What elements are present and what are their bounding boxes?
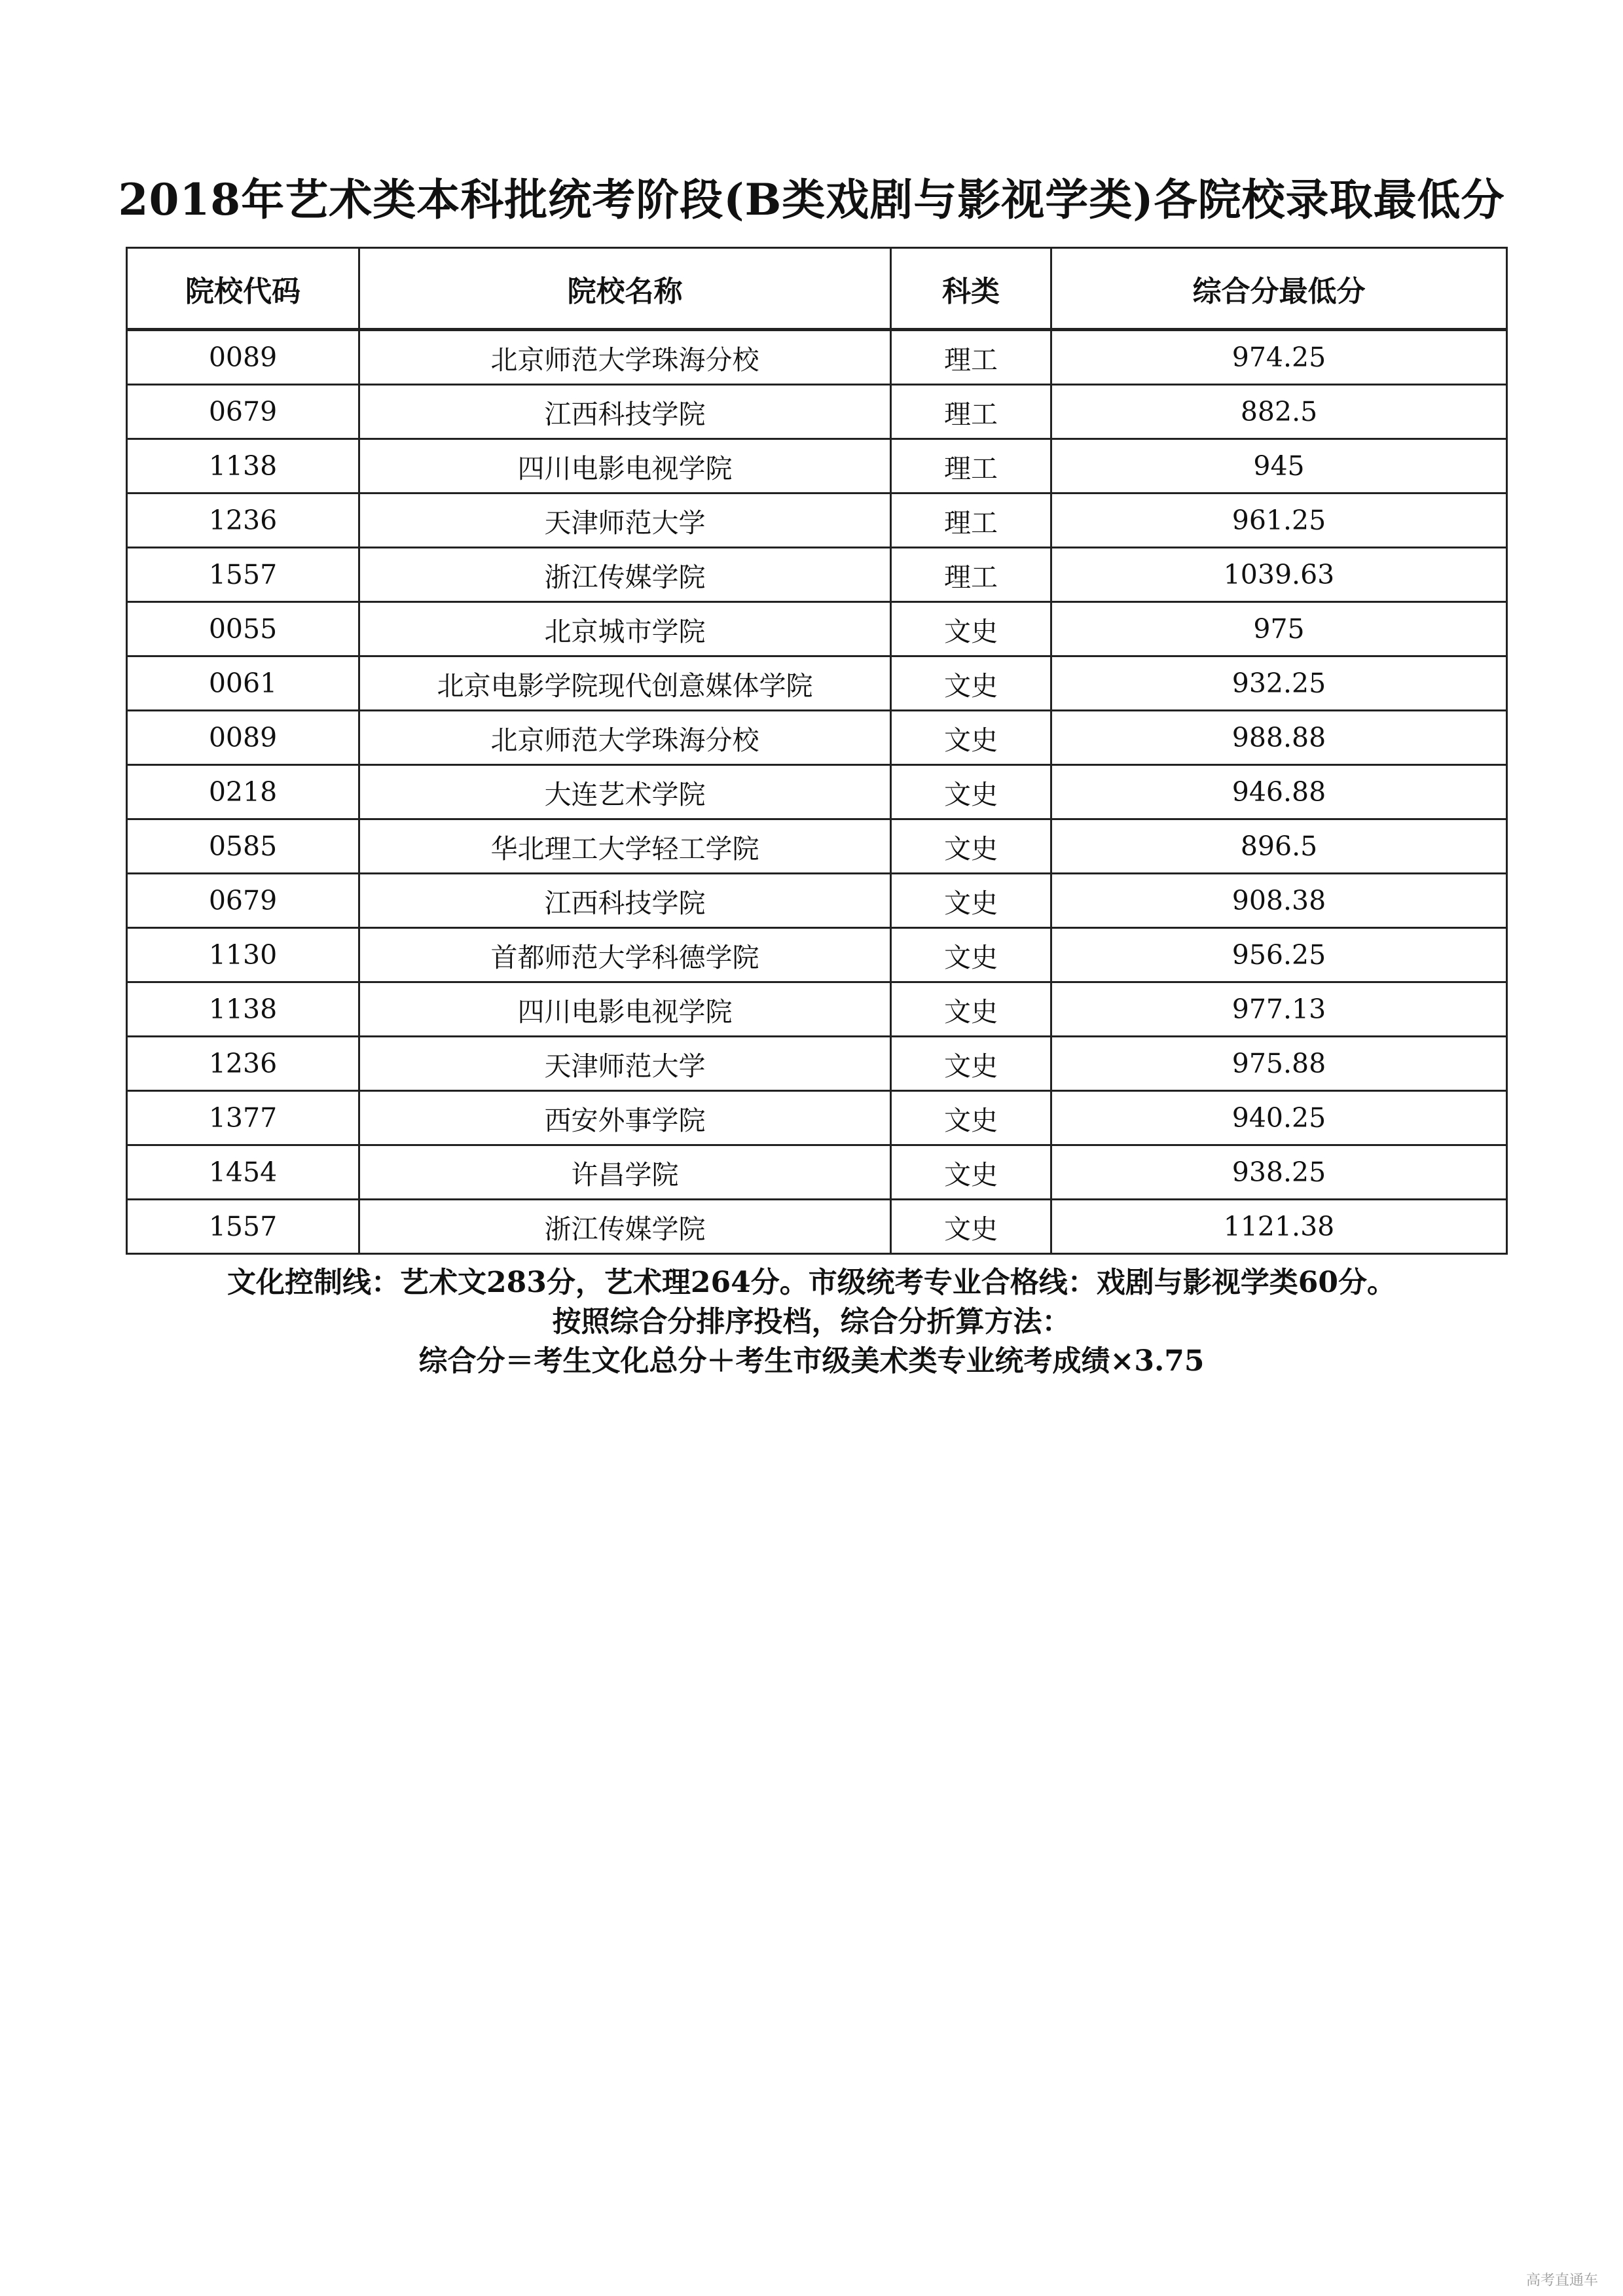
cell-min-score: 1039.63: [1051, 548, 1507, 602]
cell-school-code: 1557: [127, 1200, 359, 1254]
table-row: [127, 439, 1507, 493]
cell-min-score: 896.5: [1051, 819, 1507, 874]
cell-school-name: 北京师范大学珠海分校: [359, 711, 891, 765]
note-culture-control-line: 文化控制线：艺术文283分，艺术理264分。市级统考专业合格线：戏剧与影视学类60分。: [227, 1266, 1396, 1299]
cell-school-name: 北京师范大学珠海分校: [359, 330, 891, 385]
table-row: [127, 819, 1507, 874]
header-min-score: 综合分最低分: [1051, 248, 1507, 330]
cell-category: 理工: [891, 330, 1051, 385]
table-row: [127, 602, 1507, 656]
cell-school-code: 1377: [127, 1091, 359, 1145]
cell-school-name: 江西科技学院: [359, 385, 891, 439]
header-category: 科类: [891, 248, 1051, 330]
cell-school-code: 0089: [127, 330, 359, 385]
cell-category: 文史: [891, 602, 1051, 656]
cell-min-score: 940.25: [1051, 1091, 1507, 1145]
cell-category: 理工: [891, 548, 1051, 602]
table-row: [127, 330, 1507, 385]
cell-category: 文史: [891, 1200, 1051, 1254]
table-row: [127, 982, 1507, 1037]
cell-school-name: 许昌学院: [359, 1145, 891, 1200]
cell-min-score: 988.88: [1051, 711, 1507, 765]
cell-school-code: 0061: [127, 656, 359, 711]
cell-min-score: 946.88: [1051, 765, 1507, 819]
table-row: [127, 928, 1507, 982]
table-header-row: [127, 248, 1507, 330]
cell-school-name: 华北理工大学轻工学院: [359, 819, 891, 874]
cell-school-code: 1138: [127, 439, 359, 493]
cell-category: 文史: [891, 982, 1051, 1037]
cell-min-score: 882.5: [1051, 385, 1507, 439]
cell-school-name: 浙江传媒学院: [359, 1200, 891, 1254]
cell-category: 文史: [891, 1145, 1051, 1200]
cell-school-name: 浙江传媒学院: [359, 548, 891, 602]
cell-category: 文史: [891, 1037, 1051, 1091]
table-row: [127, 711, 1507, 765]
cell-school-name: 天津师范大学: [359, 1037, 891, 1091]
cell-school-code: 0679: [127, 874, 359, 928]
cell-school-name: 首都师范大学科德学院: [359, 928, 891, 982]
table-body: [127, 330, 1507, 1254]
table-row: [127, 385, 1507, 439]
notes-block: [0, 1263, 1623, 1381]
cell-category: 文史: [891, 711, 1051, 765]
cell-min-score: 961.25: [1051, 493, 1507, 548]
page-title: 2018年艺术类本科批统考阶段(B类戏剧与影视学类)各院校录取最低分: [118, 174, 1505, 225]
table-row: [127, 765, 1507, 819]
cell-min-score: 977.13: [1051, 982, 1507, 1037]
cell-min-score: 956.25: [1051, 928, 1507, 982]
cell-min-score: 938.25: [1051, 1145, 1507, 1200]
cell-category: 文史: [891, 819, 1051, 874]
note-score-formula: 综合分＝考生文化总分＋考生市级美术类专业统考成绩×3.75: [418, 1344, 1205, 1378]
table-row: [127, 493, 1507, 548]
table-row: [127, 1200, 1507, 1254]
cell-school-code: 1236: [127, 493, 359, 548]
table-row: [127, 874, 1507, 928]
cell-school-code: 0055: [127, 602, 359, 656]
cell-min-score: 975: [1051, 602, 1507, 656]
cell-school-name: 西安外事学院: [359, 1091, 891, 1145]
cell-school-name: 大连艺术学院: [359, 765, 891, 819]
cell-min-score: 932.25: [1051, 656, 1507, 711]
cell-school-code: 0218: [127, 765, 359, 819]
admission-score-table: [126, 247, 1508, 1255]
cell-category: 文史: [891, 874, 1051, 928]
cell-min-score: 908.38: [1051, 874, 1507, 928]
table-row: [127, 656, 1507, 711]
cell-min-score: 974.25: [1051, 330, 1507, 385]
cell-school-code: 1130: [127, 928, 359, 982]
header-school-code: 院校代码: [127, 248, 359, 330]
cell-school-code: 1557: [127, 548, 359, 602]
cell-school-code: 1454: [127, 1145, 359, 1200]
cell-school-name: 北京电影学院现代创意媒体学院: [359, 656, 891, 711]
cell-category: 文史: [891, 1091, 1051, 1145]
table-row: [127, 1145, 1507, 1200]
cell-category: 理工: [891, 385, 1051, 439]
cell-school-name: 江西科技学院: [359, 874, 891, 928]
cell-min-score: 945: [1051, 439, 1507, 493]
cell-school-code: 0089: [127, 711, 359, 765]
cell-school-name: 四川电影电视学院: [359, 439, 891, 493]
cell-school-code: 1138: [127, 982, 359, 1037]
cell-school-code: 1236: [127, 1037, 359, 1091]
note-ranking-method: 按照综合分排序投档，综合分折算方法：: [552, 1305, 1071, 1338]
watermark-text: 高考直通车: [1525, 2272, 1598, 2289]
cell-school-name: 天津师范大学: [359, 493, 891, 548]
cell-school-name: 四川电影电视学院: [359, 982, 891, 1037]
cell-min-score: 1121.38: [1051, 1200, 1507, 1254]
cell-category: 理工: [891, 439, 1051, 493]
cell-school-code: 0585: [127, 819, 359, 874]
cell-category: 文史: [891, 656, 1051, 711]
cell-category: 文史: [891, 765, 1051, 819]
table-row: [127, 548, 1507, 602]
cell-category: 文史: [891, 928, 1051, 982]
cell-min-score: 975.88: [1051, 1037, 1507, 1091]
table-row: [127, 1037, 1507, 1091]
cell-school-name: 北京城市学院: [359, 602, 891, 656]
cell-school-code: 0679: [127, 385, 359, 439]
table-row: [127, 1091, 1507, 1145]
header-school-name: 院校名称: [359, 248, 891, 330]
cell-category: 理工: [891, 493, 1051, 548]
